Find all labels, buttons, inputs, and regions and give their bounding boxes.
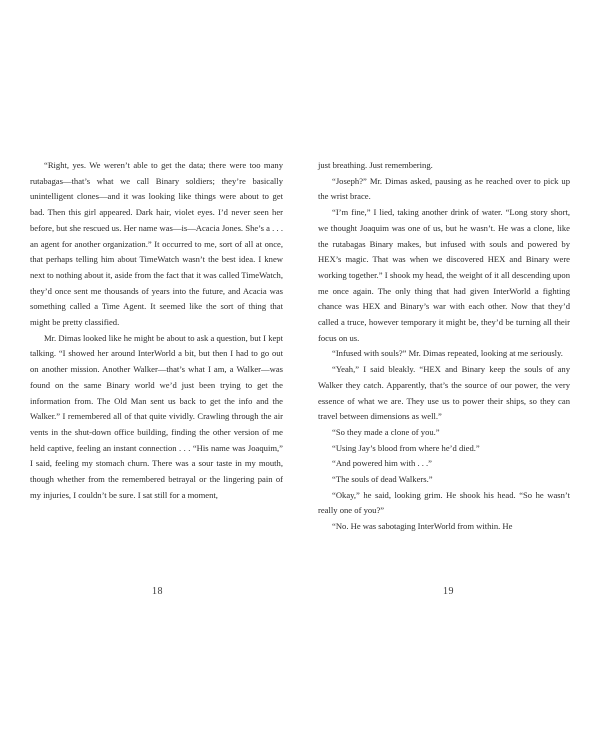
paragraph: just breathing. Just remembering.: [318, 160, 433, 170]
page-number: 18: [152, 586, 163, 597]
paragraph: “Okay,” he said, looking grim. He shook his head. “So he wasn’t really one of you?”: [318, 489, 570, 516]
paragraph: “Infused with souls?” Mr. Dimas repeated, looking at me seriously.: [332, 348, 563, 359]
paragraph: “Yeah,” I said bleakly. “HEX and Binary keep the souls of any Walker they catch. Apparently, that’s the source of our power, the very essence of what we are. They use us to power their ships, so they can travel between dimensions as well.”: [318, 364, 570, 422]
right-page: [300, 0, 600, 750]
paragraph: “So they made a clone of you.”: [332, 426, 440, 437]
paragraph: “Using Jay’s blood from where he’d died.”: [332, 442, 480, 453]
paragraph: “And powered him with . . .”: [332, 458, 432, 469]
paragraph: “Right, yes. We weren’t able to get the data; there were too many rutabagas—that’s what we call Binary soldiers; they’re basically unintelligent clones—and it was looking like things were about to get bad. Then this girl appeared. Dark hair, violet eyes. I’d never seen her before, but she rescued us. Her name was—is—Acacia Jones. She’s a . . . an agent for another organization.” It occurred to me, sort of all at once, that perhaps telling him about TimeWatch wasn’t the best idea. I knew next to nothing about it, aside from the fact that it was called TimeWatch, they’d once sent me thousands of years into the future, and Acacia was something called a Time Agent. It seemed like the sort of thing that might be pretty classified.: [30, 160, 283, 328]
paragraph: “The souls of dead Walkers.”: [332, 474, 433, 485]
left-page-text: [30, 158, 283, 503]
paragraph: “No. He was sabotaging InterWorld from within. He: [332, 521, 513, 532]
paragraph: “I’m fine,” I lied, taking another drink of water. “Long story short, we thought Joaquim was one of us, but he wasn’t. He was a clone, like the rutabagas Binary makes, but infused with souls and powered by HEX’s magic. That was when we discovered HEX and Binary were working together.” I shook my head, the weight of it all descending upon me once again. The only thing that had given InterWorld a fighting chance was HEX and Binary’s war with each other. Now that they’d called a truce, however temporary it might be, they’d be turning all their focus on us.: [318, 207, 570, 343]
paragraph: “Joseph?” Mr. Dimas asked, pausing as he reached over to pick up the wrist brace.: [318, 175, 570, 202]
paragraph: Mr. Dimas looked like he might be about to ask a question, but I kept talking. “I showed her around InterWorld a bit, but then I had to go out on another mission. Another Walker—that’s what I am, a Walker—was found on the same Binary world we’d just been trying to get the information from. The Old Man sent us back to get the info and the Walker.” I remembered all of that quite vividly. Crawling through the air vents in the shut-down office building, finding the other version of me held captive, feeling an instant connection . . . “His name was Joaquim,” I said, feeling my stomach churn. There was a sour taste in my mouth, though whether from the remembered betrayal or the lingering pain of my injuries, I couldn’t be sure. I sat still for a moment,: [30, 332, 283, 500]
right-page-text: [318, 158, 570, 535]
page-number: 19: [443, 586, 454, 597]
